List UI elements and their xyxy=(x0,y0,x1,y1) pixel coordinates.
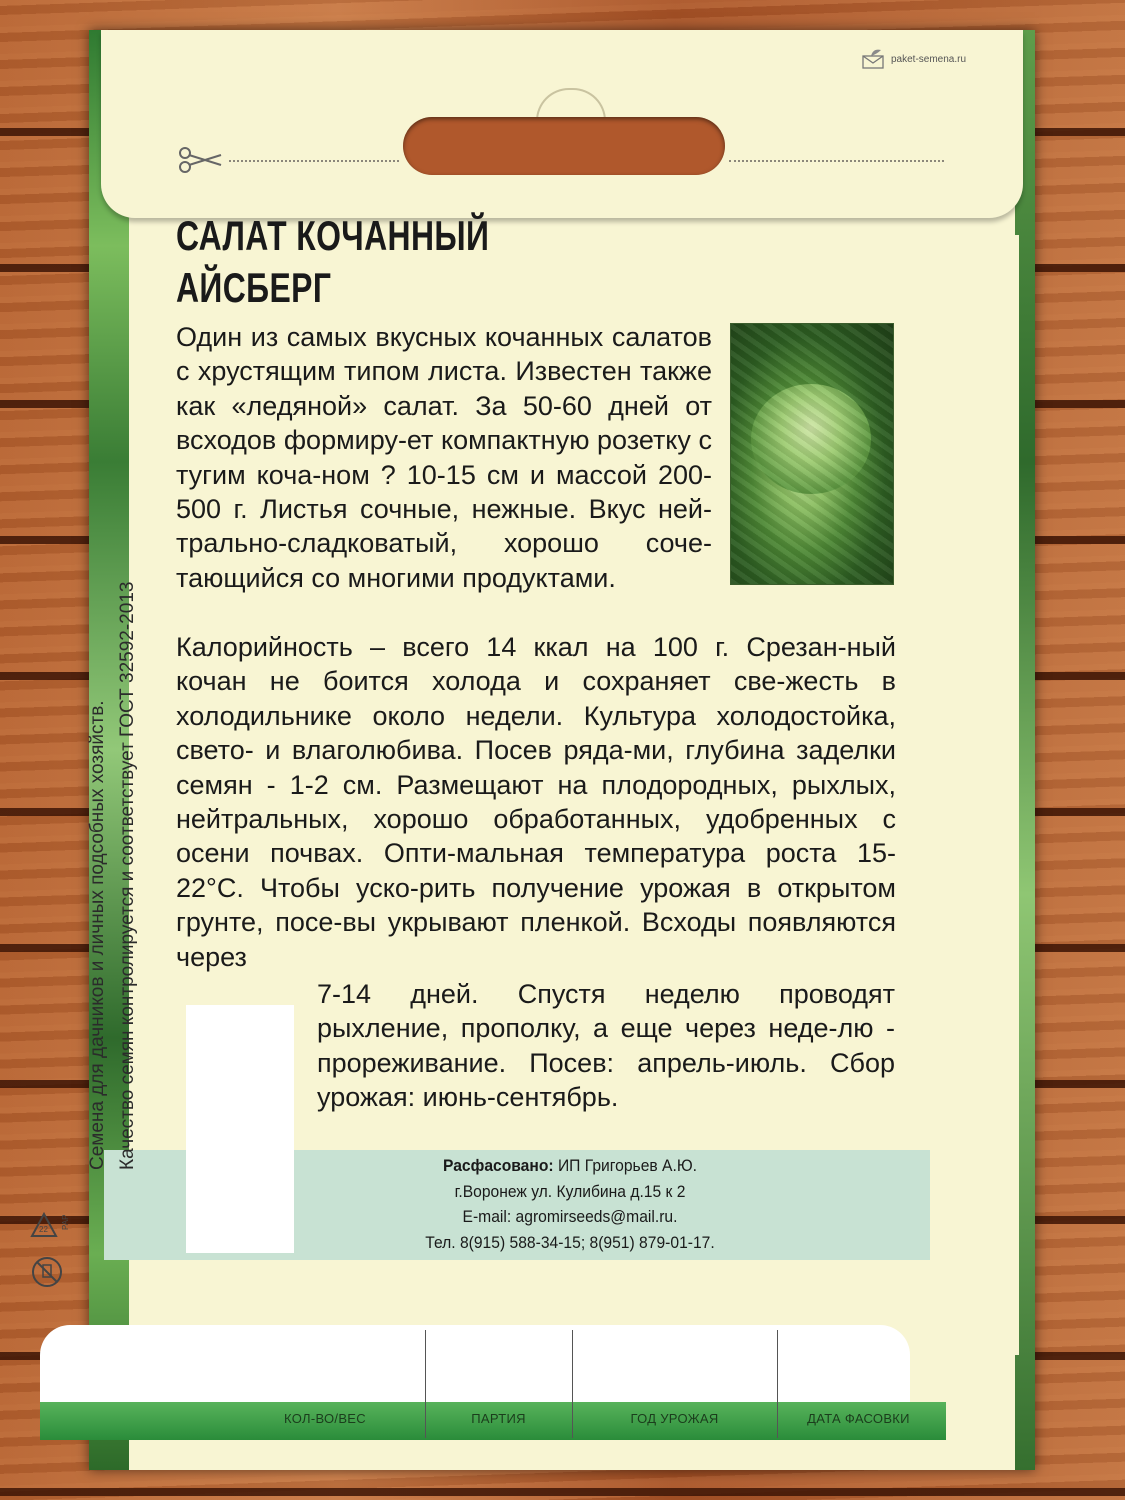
cut-line-left xyxy=(229,160,399,162)
side-notice-line-1: Семена для дачников и личных подсобных хозяйств. xyxy=(87,700,108,1170)
site-url: paket-semena.ru xyxy=(891,53,967,65)
cell-label-harvest-year: ГОД УРОЖАЯ xyxy=(630,1411,719,1426)
side-notice-line-2: Качество семян контролируется и соответствует ГОСТ 32592-2013 xyxy=(117,581,138,1170)
packer-email: E-mail: agromirseeds@mail.ru. xyxy=(462,1207,678,1226)
description-middle: Калорийность – всего 14 ккал на 100 г. Срезан-ный кочан не боится холода и сохраняет све-жесть в холодильнике около недели. Культура холодостойка, свето- и влаголюбива. Посев ряда-ми, глубина заделки семян - 1-2 см. Размещают на плодородных, рыхлых, нейтральных, хорошо обработанных, удобренных с осени почвах. Опти-мальная температура роста 15-22°С. Чтобы уско-рить получение урожая в открытом грунте, посе-вы укрывают пленкой. Всходы появляются через xyxy=(176,632,896,972)
product-title xyxy=(176,210,489,314)
packer-name: ИП Григорьев А.Ю. xyxy=(557,1156,697,1175)
site-logo xyxy=(861,48,966,70)
title-line-2: АЙСБЕРГ xyxy=(176,264,332,311)
title-line-1: САЛАТ КОЧАННЫЙ xyxy=(176,212,490,259)
description-top: Один из самых вкусных кочанных салатов с хрустящим типом листа. Известен также как «ледяной» салат. За 50-60 дней от всходов формиру-ет компактную розетку с тугим коча-ном ? 10-15 см и массой 200-500 г. Листья сочные, нежные. Вкус ней-трально-сладковатый, хорошо соче-тающийся со многими продуктами. xyxy=(176,322,712,593)
hang-hole xyxy=(403,117,725,175)
cell-label-pack-date: ДАТА ФАСОВКИ xyxy=(807,1411,910,1426)
recycle-icon xyxy=(30,1210,78,1254)
side-notice xyxy=(83,380,143,1170)
lettuce-photo xyxy=(730,323,894,585)
recycle-material: PAP xyxy=(61,1214,70,1230)
packer-label: Расфасовано: xyxy=(443,1156,554,1175)
packer-info xyxy=(377,1153,763,1255)
packer-line-1 xyxy=(377,1153,763,1179)
packer-phones: Тел. 8(915) 588-34-15; 8(951) 879-01-17. xyxy=(425,1232,715,1252)
recycle-code: 22 xyxy=(39,1225,48,1234)
packer-address: г.Воронеж ул. Кулибина д.15 к 2 xyxy=(454,1181,686,1201)
no-litter-icon xyxy=(30,1255,64,1289)
scissors-icon xyxy=(177,145,227,175)
blank-sticker-area xyxy=(186,1005,294,1253)
cut-line-right xyxy=(729,160,944,162)
description-bottom: 7-14 дней. Спустя неделю проводят рыхление, прополку, а еще через неде-лю - прореживание. Посев: апрель-июль. Сбор урожая: июнь-сентябрь. xyxy=(317,979,895,1113)
cell-label-batch: ПАРТИЯ xyxy=(471,1411,526,1426)
envelope-leaf-logo xyxy=(861,48,887,70)
cell-label-quantity: КОЛ-ВО/ВЕС xyxy=(284,1411,366,1426)
